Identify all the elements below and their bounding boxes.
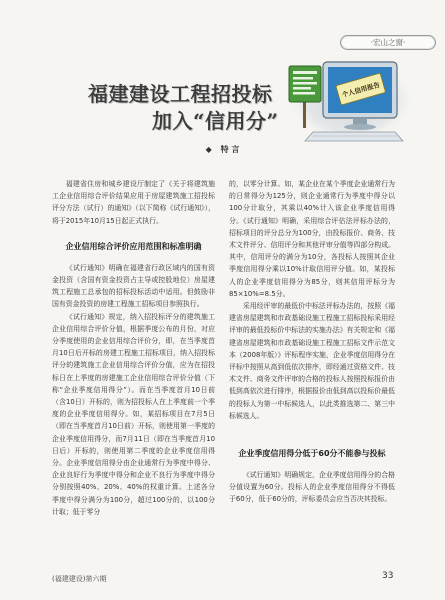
article-title-line-2: 加入“信用分” xyxy=(152,109,279,133)
article-column-left xyxy=(52,178,215,518)
byline xyxy=(0,144,445,155)
credit-report-label: 个人信用报告 xyxy=(341,80,381,100)
paragraph-threshold: 《试行通知》明确规定，企业季度信用得分的合格分值设置为60分。投标人的企业季度信用得分不得低于60分，低于60分的，评标委员会应当否决其投标。 xyxy=(229,471,395,504)
article-title-line-1: 福建建设工程招投标 xyxy=(88,82,273,106)
byline-author: 特 言 xyxy=(220,145,240,154)
paragraph-intro: 福建省住房和城乡建设厅制定了《关于将建筑施工企业信用综合评价结果应用于房屋建筑施工招投标评分方法（试行）的通知》（以下简称《试行通知》），将于2015年10月15日起正式执行。 xyxy=(52,180,215,225)
article-column-right xyxy=(229,178,395,506)
paragraph-scope: 《试行通知》明确在福建省行政区域内的国有资金投资（含国有资金投资占主导或控股地位）房屋建筑工程施工总承包的招标投标活动中适用。但鼓励非国有资金投资的房建工程施工招标项目参照执行。 xyxy=(52,263,215,309)
credit-report-illustration xyxy=(283,54,413,144)
section-heading-threshold: 企业季度信用得分低于60分不能参与投标 xyxy=(238,449,386,459)
footer-publication: (福建建设)第六期 xyxy=(52,575,107,583)
page-number: 33 xyxy=(382,571,394,581)
section-tag: ·宏山之窗· xyxy=(340,35,436,50)
keyboard-icon xyxy=(305,132,403,141)
byline-marker-icon: ◆ xyxy=(205,145,212,154)
section-heading-scope: 企业信用综合评价应用范围和标准明确 xyxy=(65,241,202,251)
paragraph-scoring-rules: 《试行通知》规定，纳入招投标评分的建筑施工企业信用综合评价分值，根据季度公布的月份，对应分季度使用的企业信用综合评价分，即，在当季度首月10日后开标的房建工程施工招标项目，纳入招投标评分的建筑施工企业信用综合评价分值，应为在招投标日在上季度的房建施工企业信用综合评价分值（下称“企业季度信用得分”）。而在当季度首月10日前（含10日）开标的，则为招投标人在上季度前一个季度的企业季度信用得分。如，某招标项目在7月5日（即在当季度首月10日前）开标，则使用第一季度的企业季度信用得分，而7月11日（即在当季度首月10日后）开标的，则使用第二季度的企业季度信用得分。企业季度信用得分由企业通常行为季度中得分、企业良好行为季度中得分和企业不良行为季度中得分分别按照40%、20%、40%的权重计算。上述各分季度中得分满分为100分，超过100分的，以100分计取；低于零分 xyxy=(52,312,215,516)
paragraph-scoring-rules-continued: 的，以零分计算。如，某企业在某个季度企业通常行为的日常得分为125分，则企业通常行为季度中得分以100分计取分，其乘以40%计入该企业季度信用得分。《试行通知》明确，采用综合评估法评标办法的，招标项目的评分总分为100分，由投标报价、商务、技术文件评分、信用评分和其他评审分值等四部分构成。其中，信用评分的满分为10分，各投标人按照其企业季度信用得分乘以10%计取信用评分值。如，某投标人的企业季度信用得分为85分，则其信用评标分为85×10%=8.5分。 xyxy=(229,180,395,298)
paragraph-lowest-price-method: 采用经评审的最低价中标法评标办法的，按照《福建省房屋建筑和市政基础设施工程施工招标投标采用经评审的最低投标价中标法的实施办法》有关规定和《福建省房屋建筑和市政基础设施工程施工招标文件示范文本（2008年版）》评标程序实施，企业季度信用得分在评标中按照从高到低依次排序，即经通过资格文件、技术文件、商务文件评审的合格的投标人按照投标报价由低到高依次进行排序，根据报价由低到高以投标价最低的投标人为第一中标候选人，以此类推选第二、第三中标候选人。 xyxy=(229,302,395,420)
